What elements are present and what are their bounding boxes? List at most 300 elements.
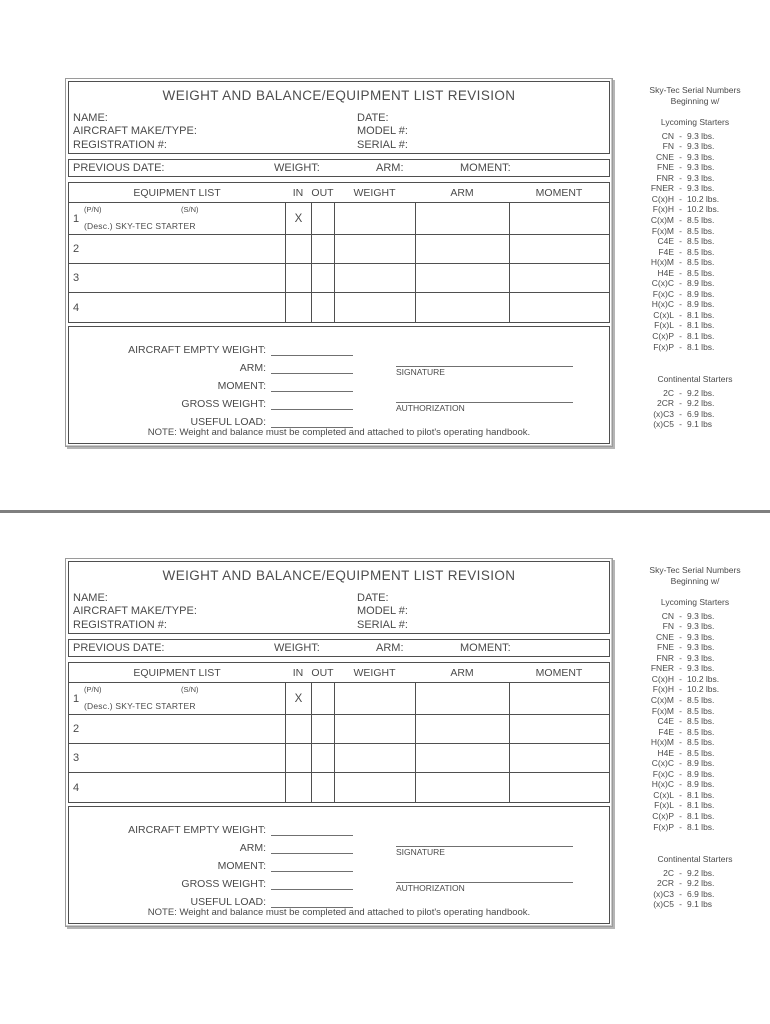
in-cell — [285, 715, 311, 743]
starter-entry — [622, 621, 768, 632]
dash: - — [679, 141, 682, 152]
moment-cell — [509, 773, 609, 802]
starter-code: (x)C5 — [653, 419, 674, 430]
summary-fields — [69, 818, 353, 908]
starter-entry — [622, 247, 768, 258]
lycoming-starters-title: Lycoming Starters — [660, 117, 730, 128]
starter-entry — [622, 716, 768, 727]
registration-number-label: REGISTRATION #: — [73, 138, 167, 151]
starter-entry — [622, 748, 768, 759]
col-equipment-list: EQUIPMENT LIST — [133, 666, 221, 679]
continental-starters-title: Continental Starters — [657, 374, 733, 385]
starter-weight: 8.1 lbs. — [687, 309, 715, 320]
starter-entry — [622, 299, 768, 310]
starter-weight: 9.3 lbs. — [687, 130, 715, 141]
starter-code: CN — [661, 130, 674, 141]
out-cell — [311, 293, 334, 322]
starter-entry — [622, 868, 768, 879]
serial-numbers-sidebar — [622, 85, 768, 430]
starter-weight: 8.5 lbs. — [687, 267, 715, 278]
col-out: OUT — [311, 186, 334, 199]
moment-blank-line — [271, 379, 353, 392]
in-cell: X — [285, 203, 311, 234]
dash: - — [679, 278, 682, 289]
starter-code: FNE — [657, 162, 674, 173]
authorization-block — [396, 402, 573, 413]
starter-code: H(x)C — [651, 299, 674, 310]
dash: - — [679, 737, 682, 748]
table-row — [69, 203, 609, 235]
row-number: 3 — [73, 272, 80, 284]
starter-entry — [622, 899, 768, 910]
dash: - — [679, 172, 682, 183]
form-header-box — [68, 81, 610, 154]
starter-entry — [622, 758, 768, 769]
starter-entry — [622, 215, 768, 226]
equipment-cell — [69, 264, 285, 292]
part-number-label: (P/N) — [84, 685, 102, 694]
starter-entry — [622, 310, 768, 321]
weight-cell — [334, 235, 415, 263]
summary-row — [69, 356, 353, 374]
starter-weight: 9.2 lbs. — [687, 387, 715, 398]
starter-weight: 9.1 lbs — [687, 899, 713, 910]
dash: - — [679, 705, 682, 716]
in-cell — [285, 235, 311, 263]
starter-weight: 8.5 lbs. — [687, 726, 715, 737]
starter-code: F(x)M — [651, 225, 674, 236]
equipment-table-header — [69, 183, 609, 203]
identity-fields-right — [357, 112, 408, 152]
starter-weight: 8.5 lbs. — [687, 747, 715, 758]
gross-weight-blank-line — [271, 877, 353, 890]
starter-code: C4E — [657, 236, 674, 247]
starter-code: FNER — [650, 183, 674, 194]
previous-weight-label: WEIGHT: — [274, 642, 320, 654]
aircraft-make-type-label: AIRCRAFT MAKE/TYPE: — [73, 125, 197, 138]
dash: - — [679, 215, 682, 226]
dash: - — [679, 867, 682, 878]
arm-cell — [415, 683, 509, 714]
arm-cell — [415, 744, 509, 772]
col-weight: WEIGHT — [353, 666, 396, 679]
moment-cell — [509, 264, 609, 292]
starter-weight: 9.3 lbs. — [687, 610, 715, 621]
arm-cell — [415, 235, 509, 263]
row-number: 1 — [73, 692, 80, 705]
model-number-label: MODEL #: — [357, 125, 408, 138]
arm-cell — [415, 203, 509, 234]
starter-weight: 8.5 lbs. — [687, 716, 715, 727]
dash: - — [679, 183, 682, 194]
equipment-cell — [69, 203, 285, 234]
sidebar-heading-line2: Beginning w/ — [670, 95, 720, 106]
summary-row — [69, 338, 353, 356]
moment-cell — [509, 203, 609, 234]
starter-code: C(x)H — [651, 673, 674, 684]
col-weight: WEIGHT — [353, 186, 396, 199]
starter-entry — [622, 131, 768, 142]
summary-box — [68, 326, 610, 444]
arm-cell — [415, 715, 509, 743]
gross-weight-label: GROSS WEIGHT: — [181, 398, 266, 410]
starter-weight: 9.3 lbs. — [687, 652, 715, 663]
in-cell — [285, 744, 311, 772]
starter-weight: 8.1 lbs. — [687, 320, 715, 331]
empty-weight-label: AIRCRAFT EMPTY WEIGHT: — [128, 344, 266, 356]
dash: - — [679, 695, 682, 706]
starter-weight: 6.9 lbs. — [687, 888, 715, 899]
starter-weight: 8.5 lbs. — [687, 695, 715, 706]
dash: - — [679, 888, 682, 899]
in-cell — [285, 293, 311, 322]
starter-code: F(x)P — [653, 821, 674, 832]
row-number: 2 — [73, 723, 80, 735]
dash: - — [679, 309, 682, 320]
empty-weight-blank-line — [271, 823, 353, 836]
starter-code: C(x)C — [651, 278, 674, 289]
starter-weight: 8.1 lbs. — [687, 800, 715, 811]
part-number-label: (P/N) — [84, 205, 102, 214]
dash: - — [679, 663, 682, 674]
dash: - — [679, 130, 682, 141]
starter-entry — [622, 674, 768, 685]
starter-code: F(x)P — [653, 341, 674, 352]
gross-weight-blank-line — [271, 397, 353, 410]
starter-entry — [622, 236, 768, 247]
table-row — [69, 293, 609, 322]
starter-entry — [622, 398, 768, 409]
lycoming-starters-list — [622, 131, 768, 352]
col-out: OUT — [311, 666, 334, 679]
equipment-cell — [69, 744, 285, 772]
equipment-cell — [69, 235, 285, 263]
sidebar-heading-line1: Sky-Tec Serial Numbers — [649, 85, 741, 95]
equipment-cell — [69, 773, 285, 802]
equipment-cell — [69, 293, 285, 322]
out-cell — [311, 203, 334, 234]
equipment-description: (Desc.) SKY-TEC STARTER — [84, 221, 196, 231]
col-in: IN — [292, 666, 304, 679]
starter-code: FN — [662, 141, 674, 152]
starter-weight: 10.2 lbs. — [687, 204, 720, 215]
previous-values-box — [68, 639, 610, 657]
row-number: 4 — [73, 301, 80, 314]
previous-moment-label: MOMENT: — [460, 642, 511, 654]
dash: - — [679, 331, 682, 342]
weight-cell — [334, 293, 415, 322]
dash: - — [679, 408, 682, 419]
dash: - — [679, 747, 682, 758]
form-title: WEIGHT AND BALANCE/EQUIPMENT LIST REVISION — [162, 568, 516, 583]
date-field-label: DATE: — [357, 112, 389, 124]
starter-code: CNE — [656, 631, 674, 642]
starter-code: FNE — [657, 642, 674, 653]
dash: - — [679, 684, 682, 695]
model-number-label: MODEL #: — [357, 605, 408, 618]
starter-entry — [622, 409, 768, 420]
starter-entry — [622, 663, 768, 674]
name-field-label: NAME: — [73, 112, 108, 124]
starter-code: C(x)P — [652, 331, 674, 342]
starter-weight: 9.3 lbs. — [687, 631, 715, 642]
name-field-label: NAME: — [73, 592, 108, 604]
starter-weight: 9.3 lbs. — [687, 172, 715, 183]
starter-code: F(x)C — [652, 288, 674, 299]
moment-cell — [509, 715, 609, 743]
sidebar-heading-line2: Beginning w/ — [670, 575, 720, 586]
in-cell: X — [285, 683, 311, 714]
dash: - — [679, 299, 682, 310]
starter-entry — [622, 162, 768, 173]
starter-entry — [622, 889, 768, 900]
previous-moment-label: MOMENT: — [460, 162, 511, 174]
starter-code: 2CR — [656, 878, 674, 889]
previous-date-label: PREVIOUS DATE: — [73, 642, 165, 654]
row-number: 1 — [73, 212, 80, 225]
starter-weight: 8.9 lbs. — [687, 299, 715, 310]
starter-code: FNR — [656, 172, 674, 183]
moment-cell — [509, 683, 609, 714]
starter-weight: 8.9 lbs. — [687, 768, 715, 779]
dash: - — [679, 288, 682, 299]
form-sheet-bottom — [0, 558, 770, 930]
form-note: NOTE: Weight and balance must be completed and attached to pilot's operating handbook. — [147, 427, 531, 438]
starter-code: F4E — [658, 246, 674, 257]
starter-weight: 9.2 lbs. — [687, 867, 715, 878]
starter-entry — [622, 878, 768, 889]
summary-row — [69, 818, 353, 836]
starter-weight: 10.2 lbs. — [687, 673, 720, 684]
lycoming-starters-list — [622, 611, 768, 832]
starter-weight: 8.1 lbs. — [687, 331, 715, 342]
starter-entry — [622, 278, 768, 289]
starter-entry — [622, 684, 768, 695]
starter-weight: 10.2 lbs. — [687, 193, 720, 204]
dash: - — [679, 811, 682, 822]
starter-weight: 9.3 lbs. — [687, 141, 715, 152]
identity-fields-left — [73, 112, 197, 152]
dash: - — [679, 341, 682, 352]
starter-weight: 8.1 lbs. — [687, 811, 715, 822]
starter-code: H4E — [657, 267, 674, 278]
starter-entry — [622, 706, 768, 717]
out-cell — [311, 683, 334, 714]
summary-row — [69, 872, 353, 890]
starter-code: C(x)H — [651, 193, 674, 204]
sidebar-heading — [622, 565, 768, 586]
summary-row — [69, 836, 353, 854]
starter-entry — [622, 779, 768, 790]
starter-entry — [622, 811, 768, 822]
serial-number-label: SERIAL #: — [357, 138, 408, 151]
equipment-list-table — [68, 182, 610, 323]
useful-load-label: USEFUL LOAD: — [190, 896, 266, 908]
dash: - — [679, 162, 682, 173]
dash: - — [679, 225, 682, 236]
authorization-label: AUTHORIZATION — [396, 883, 465, 893]
date-field-label: DATE: — [357, 592, 389, 604]
continental-starters-list — [622, 388, 768, 430]
equipment-description: (Desc.) SKY-TEC STARTER — [84, 701, 196, 711]
starter-code: CN — [661, 610, 674, 621]
starter-code: (x)C3 — [653, 408, 674, 419]
starter-entry — [622, 141, 768, 152]
starter-entry — [622, 194, 768, 205]
moment-label: MOMENT: — [217, 860, 266, 872]
form-title: WEIGHT AND BALANCE/EQUIPMENT LIST REVISION — [162, 88, 516, 103]
starter-code: H(x)C — [651, 779, 674, 790]
lycoming-starters-title: Lycoming Starters — [660, 597, 730, 608]
aircraft-make-type-label: AIRCRAFT MAKE/TYPE: — [73, 605, 197, 618]
page-divider — [0, 510, 770, 513]
weight-balance-form — [65, 558, 613, 927]
starter-entry — [622, 737, 768, 748]
starter-code: 2C — [663, 387, 674, 398]
starter-weight: 9.2 lbs. — [687, 398, 715, 409]
starter-code: 2CR — [656, 398, 674, 409]
form-note: NOTE: Weight and balance must be completed and attached to pilot's operating handbook. — [147, 907, 531, 918]
starter-code: C(x)L — [653, 789, 674, 800]
serial-number-label: SERIAL #: — [357, 618, 408, 631]
starter-weight: 9.3 lbs. — [687, 621, 715, 632]
starter-weight: 8.1 lbs. — [687, 341, 715, 352]
starter-code: F(x)C — [652, 768, 674, 779]
serial-number-cell-label: (S/N) — [181, 205, 199, 214]
starter-weight: 8.1 lbs. — [687, 821, 715, 832]
dash: - — [679, 236, 682, 247]
weight-cell — [334, 264, 415, 292]
dash: - — [679, 631, 682, 642]
summary-row — [69, 854, 353, 872]
empty-weight-blank-line — [271, 343, 353, 356]
starter-weight: 9.1 lbs — [687, 419, 713, 430]
starter-weight: 9.3 lbs. — [687, 663, 715, 674]
dash: - — [679, 398, 682, 409]
starter-entry — [622, 642, 768, 653]
starter-code: C(x)C — [651, 758, 674, 769]
dash: - — [679, 246, 682, 257]
dash: - — [679, 320, 682, 331]
starter-entry — [622, 727, 768, 738]
summary-row — [69, 410, 353, 428]
dash: - — [679, 716, 682, 727]
starter-entry — [622, 204, 768, 215]
moment-cell — [509, 293, 609, 322]
starter-code: F(x)M — [651, 705, 674, 716]
weight-balance-form — [65, 78, 613, 447]
starter-weight: 9.3 lbs. — [687, 642, 715, 653]
summary-row — [69, 374, 353, 392]
serial-number-cell-label: (S/N) — [181, 685, 199, 694]
dash: - — [679, 204, 682, 215]
continental-starters-title: Continental Starters — [657, 854, 733, 865]
dash: - — [679, 758, 682, 769]
table-row — [69, 744, 609, 773]
arm-cell — [415, 293, 509, 322]
starter-code: C(x)L — [653, 309, 674, 320]
in-cell — [285, 264, 311, 292]
starter-weight: 8.9 lbs. — [687, 779, 715, 790]
previous-arm-label: ARM: — [376, 642, 404, 654]
dash: - — [679, 800, 682, 811]
weight-cell — [334, 715, 415, 743]
row-number: 4 — [73, 781, 80, 794]
summary-row — [69, 890, 353, 908]
starter-weight: 8.5 lbs. — [687, 236, 715, 247]
weight-cell — [334, 683, 415, 714]
starter-code: (x)C3 — [653, 888, 674, 899]
table-row — [69, 683, 609, 715]
arm-cell — [415, 264, 509, 292]
starter-code: FNER — [650, 663, 674, 674]
table-row — [69, 773, 609, 802]
starter-code: 2C — [663, 867, 674, 878]
starter-code: FNR — [656, 652, 674, 663]
arm-blank-line — [271, 841, 353, 854]
out-cell — [311, 773, 334, 802]
gross-weight-label: GROSS WEIGHT: — [181, 878, 266, 890]
empty-weight-label: AIRCRAFT EMPTY WEIGHT: — [128, 824, 266, 836]
starter-code: F(x)H — [652, 204, 674, 215]
dash: - — [679, 779, 682, 790]
starter-code: F(x)L — [654, 320, 674, 331]
moment-cell — [509, 235, 609, 263]
summary-fields — [69, 338, 353, 428]
starter-entry — [622, 632, 768, 643]
out-cell — [311, 264, 334, 292]
equipment-list-table — [68, 662, 610, 803]
starter-weight: 8.5 lbs. — [687, 225, 715, 236]
out-cell — [311, 715, 334, 743]
starter-entry — [622, 268, 768, 279]
dash: - — [679, 267, 682, 278]
table-row — [69, 264, 609, 293]
arm-cell — [415, 773, 509, 802]
starter-entry — [622, 289, 768, 300]
previous-weight-label: WEIGHT: — [274, 162, 320, 174]
starter-entry — [622, 388, 768, 399]
starter-code: C(x)M — [650, 215, 674, 226]
signature-block — [396, 846, 573, 857]
col-moment: MOMENT — [535, 186, 583, 199]
starter-weight: 9.2 lbs. — [687, 878, 715, 889]
summary-box — [68, 806, 610, 924]
starter-weight: 8.9 lbs. — [687, 278, 715, 289]
starter-entry — [622, 257, 768, 268]
col-arm: ARM — [450, 186, 474, 199]
row-number: 3 — [73, 752, 80, 764]
out-cell — [311, 744, 334, 772]
starter-weight: 6.9 lbs. — [687, 408, 715, 419]
dash: - — [679, 821, 682, 832]
starter-weight: 8.9 lbs. — [687, 758, 715, 769]
starter-weight: 8.5 lbs. — [687, 257, 715, 268]
dash: - — [679, 419, 682, 430]
authorization-block — [396, 882, 573, 893]
starter-weight: 8.5 lbs. — [687, 705, 715, 716]
serial-numbers-sidebar — [622, 565, 768, 910]
previous-date-label: PREVIOUS DATE: — [73, 162, 165, 174]
moment-blank-line — [271, 859, 353, 872]
summary-row — [69, 392, 353, 410]
starter-entry — [622, 695, 768, 706]
continental-starters-list — [622, 868, 768, 910]
starter-weight: 10.2 lbs. — [687, 684, 720, 695]
row-number: 2 — [73, 243, 80, 255]
identity-fields-left — [73, 592, 197, 632]
dash: - — [679, 151, 682, 162]
